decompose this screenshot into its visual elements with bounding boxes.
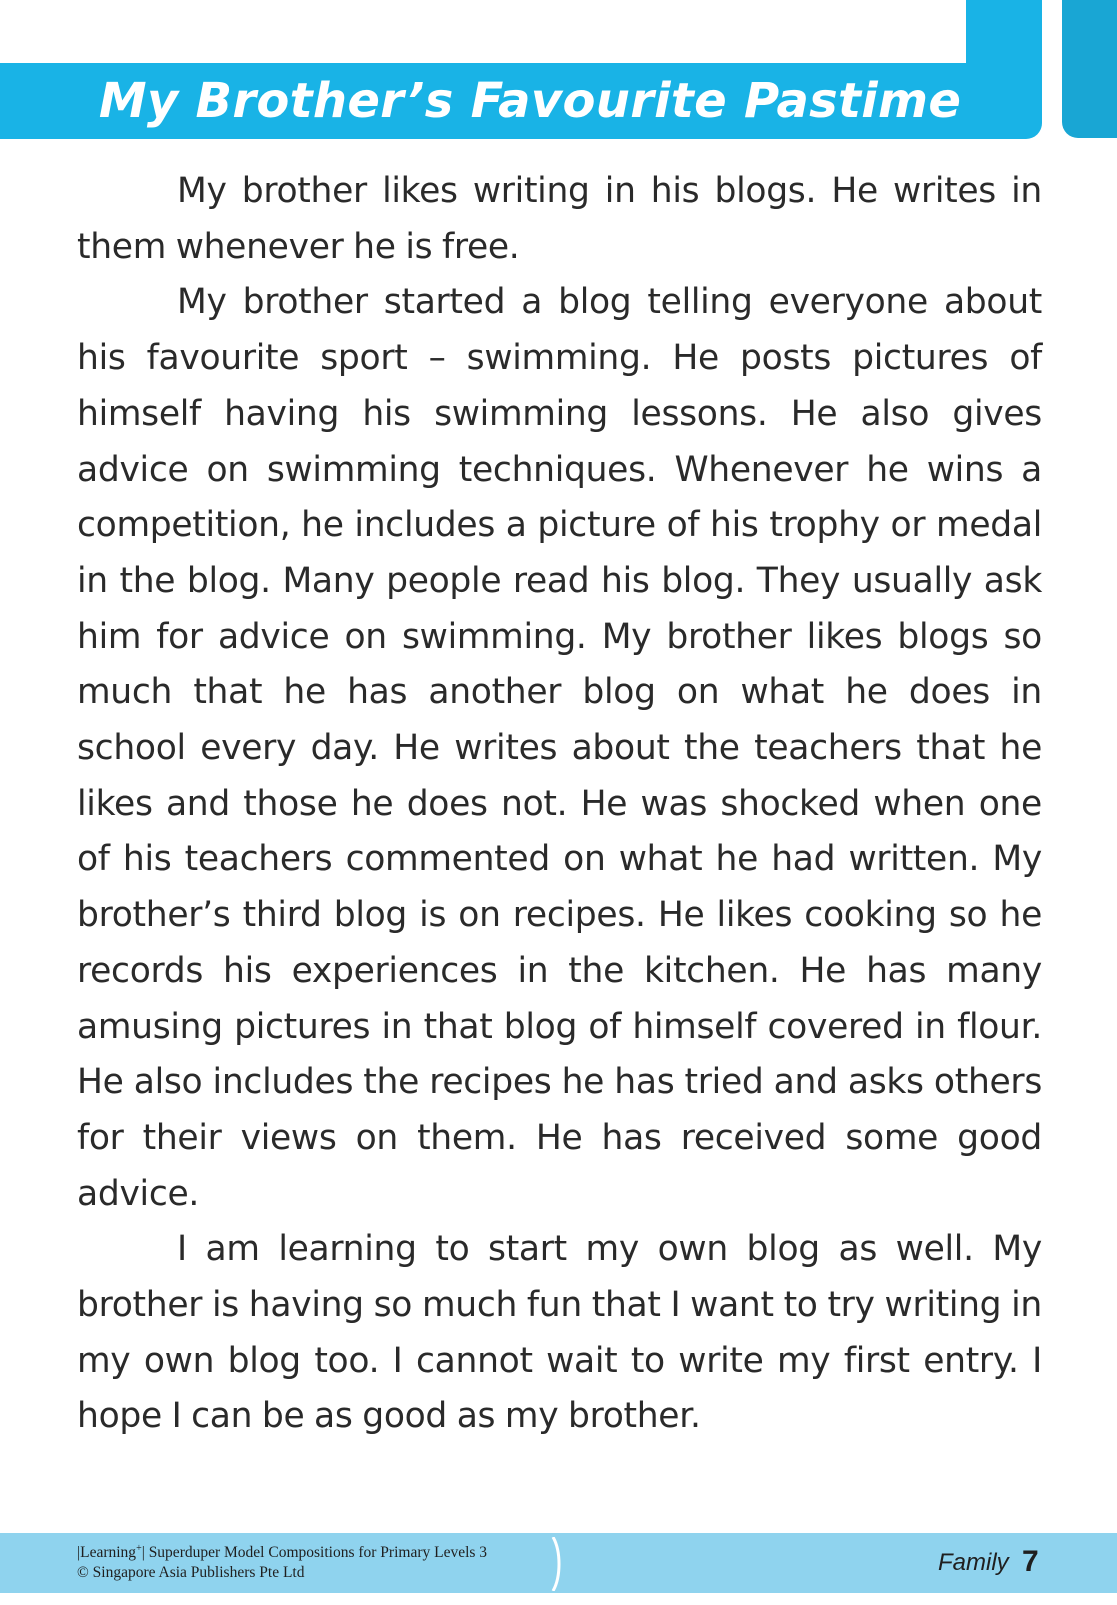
footer-divider-curve xyxy=(551,1537,561,1591)
footer-brand: Learning xyxy=(80,1544,137,1561)
footer-book-title: Superduper Model Compositions for Primary Levels 3 xyxy=(148,1544,488,1561)
page-number: 7 xyxy=(1022,1545,1039,1578)
page-footer xyxy=(0,1533,1117,1593)
composition-body xyxy=(77,164,1042,1445)
paragraph-2: My brother started a blog telling everyone about his favourite sport – swimming. He posts pictures of himself having his swimming lessons. He also gives advice on swimming techniques. Whenever he wins a competition, he includes a picture of his trophy or medal in the blog. Many people read his blog. They usually ask him for advice on swimming. My brother likes blogs so much that he has another blog on what he does in school every day. He writes about the teachers that he likes and those he does not. He was shocked when one of his teachers commented on what he had written. My brother’s third blog is on recipes. He likes cooking so he records his experiences in the kitchen. He has many amusing pictures in that blog of himself covered in flour. He also includes the recipes he has tried and asks others for their views on them. He has received some good advice. xyxy=(77,282,1042,1214)
footer-copyright: © Singapore Asia Publishers Pte Ltd xyxy=(77,1564,305,1581)
footer-brand-sup: + xyxy=(136,1542,142,1554)
footer-section-label: Family xyxy=(938,1549,1009,1576)
chapter-side-tab xyxy=(1062,0,1117,138)
paragraph-1: My brother likes writing in his blogs. He writes in them whenever he is free. xyxy=(77,171,1042,267)
paragraph-3: I am learning to start my own blog as well. My brother is having so much fun that I want to try writing in my own blog too. I cannot wait to write my first entry. I hope I can be as good as my brother. xyxy=(77,1229,1042,1437)
page-title: My Brother’s Favourite Pastime xyxy=(98,73,962,129)
footer-book-line: |Learning+| Superduper Model Compositions for Primary Levels 3 xyxy=(77,1542,488,1561)
footer-credits xyxy=(77,1543,487,1583)
